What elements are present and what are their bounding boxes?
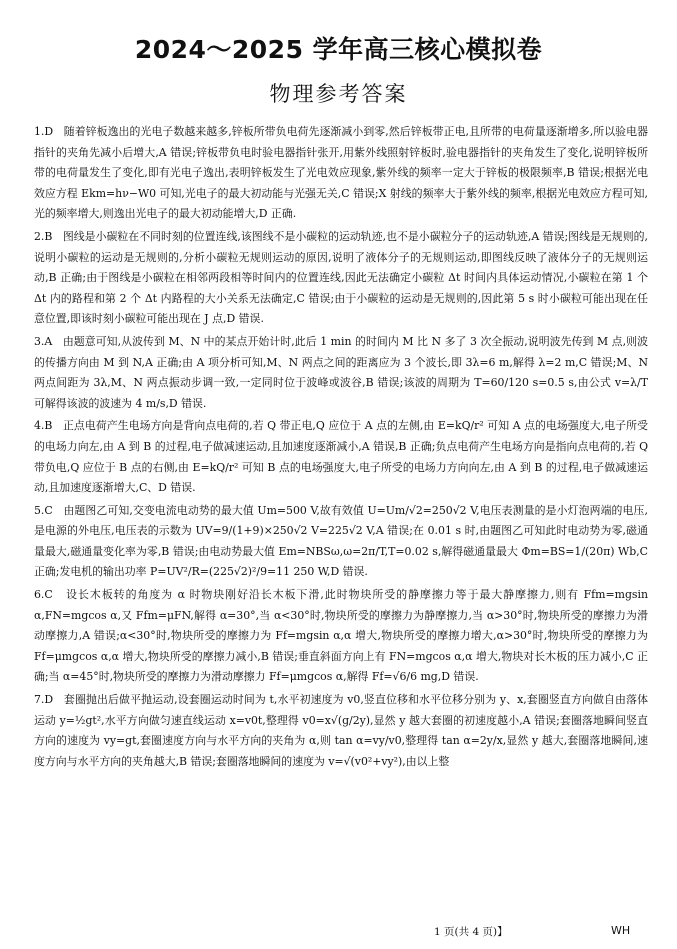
answer-item bbox=[34, 690, 648, 772]
answer-explanation: 随着锌板逸出的光电子数越来越多,锌板所带负电荷先逐渐减小到零,然后锌板带正电,且所带的电荷量逐渐增多,所以验电器指针的夹角先减小后增大,A 错误;锌板带负电时验电器指针张开,用紫外线照射锌板时,验电器指针的夹角发生了变化,说明锌板所带的电荷量发生了变化,即有光电子逸出,表明锌板发生了光电效应现象,紫外线的频率一定大于锌板的极限频率,B 错误;根据光电效应方程 Ekm=hν−W0 可知,光电子的最大初动能与光强无关,C 错误;X 射线的频率大于紫外线的频率,根据光电效应方程可知,光的频率增大,则逸出光电子的最大初动能增大,D 正确. bbox=[34, 125, 648, 221]
document-code: WH bbox=[611, 924, 631, 937]
answer-number: 2.B bbox=[34, 229, 53, 243]
answer-number: 1.D bbox=[34, 125, 54, 138]
answer-explanation: 由题图乙可知,交变电流电动势的最大值 Um=500 V,故有效值 U=Um/√2=250√2 V,电压表测量的是小灯泡两端的电压,是电源的外电压,电压表的示数为 UV=9/(1+9)×250√2 V=225√2 V,A 错误;在 0.01 s 时,由题图乙可知此时电动势为零,磁通量最大,磁通量变化率为零,B 错误;由电动势最大值 Em=NBSω,ω=2π/T,T=0.02 s,解得磁通量最大 Φm=BS=1/(20π) Wb,C 正确;发电机的输出功率 P=UV²/R=(225√2)²/9=11 250 W,D 错误. bbox=[34, 503, 648, 579]
answer-item bbox=[34, 332, 648, 414]
answer-explanation: 图线是小碳粒在不同时刻的位置连线,该图线不是小碳粒的运动轨迹,也不是小碳粒分子的运动轨迹,A 错误;图线是无规则的,说明小碳粒的运动是无规则的,分析小碳粒无规则运动的原因,说明了液体分子的无规则运动,即图线反映了液体分子的无规则运动,B 正确;由于图线是小碳粒在相邻两段相等时间内的位置连线,因此无法确定小碳粒 Δt 时间内具体运动情况,小碳粒在第 1 个 Δt 内的路程和第 2 个 Δt 内路程的大小关系无法确定,C 错误;由于小碳粒的运动是无规则的,因此第 5 s 时小碳粒可能出现在任意位置,即该时刻小碳粒可能出现在 J 点,D 错误. bbox=[34, 229, 648, 326]
answer-explanation: 由题意可知,从波传到 M、N 中的某点开始计时,此后 1 min 的时间内 M 比 N 多了 3 次全振动,说明波先传到 M 点,则波的传播方向由 M 到 N,A 正确;由 A 项分析可知,M、N 两点之间的距离应为 3 个波长,即 3λ=6 m,解得 λ=2 m,C 错误;M、N 两点间距为 3λ,M、N 两点振动步调一致,一定同时位于波峰或波谷,B 错误;该波的周期为 T=60/120 s=0.5 s,由公式 v=λ/T 可解得该波的波速为 4 m/s,D 错误. bbox=[34, 334, 648, 410]
answer-number: 7.D bbox=[34, 693, 54, 707]
document-subtitle: 物理参考答案 bbox=[269, 82, 408, 106]
page-indicator: 1 页(共 4 页)】 bbox=[434, 926, 508, 938]
answer-item bbox=[34, 122, 648, 225]
answer-item bbox=[34, 416, 648, 498]
answer-number: 5.C bbox=[34, 503, 53, 517]
answer-number: 4.B bbox=[34, 419, 53, 433]
answer-explanation: 设长木板转的角度为 α 时物块刚好沿长木板下滑,此时物块所受的静摩擦力等于最大静摩擦力,则有 Ffm=mgsin α,FN=mgcos α,又 Ffm=μFN,解得 α=30°,当 α<30°时,物块所受的摩擦力为静摩擦力,当 α>30°时,物块所受的摩擦力为滑动摩擦力,A 错误;α<30°时,物块所受的摩擦力为 Ff=mgsin α,α 增大,物块所受的摩擦力增大,α>30°时,物块所受的摩擦力为 Ff=μmgcos α,α 增大,物块所受的摩擦力减小,B 错误;垂直斜面方向上有 FN=mgcos α,α 增大,物块对长木板的压力减小,C 正确;当 α=45°时,物块所受的摩擦力为滑动摩擦力 Ff=μmgcos α,解得 Ff=√6/6 mg,D 错误. bbox=[34, 588, 648, 684]
answer-item bbox=[34, 501, 648, 583]
answer-list bbox=[34, 122, 648, 774]
answer-number: 3.A bbox=[34, 334, 53, 348]
answer-item bbox=[34, 227, 648, 330]
document-title: 2024～2025 学年高三核心模拟卷 bbox=[134, 35, 543, 64]
answer-item bbox=[34, 585, 648, 688]
answer-explanation: 套圈抛出后做平抛运动,设套圈运动时间为 t,水平初速度为 v0,竖直位移和水平位移分别为 y、x,套圈竖直方向做自由落体运动 y=½gt²,水平方向做匀速直线运动 x=v0t,整理得 v0=x√(g/2y),显然 y 越大套圈的初速度越小,A 错误;套圈落地瞬间竖直方向的速度为 vy=gt,套圈速度方向与水平方向的夹角为 α,则 tan α=vy/v0,整理得 tan α=2y/x,显然 y 越大,套圈落地瞬间,速度方向与水平方向的夹角越大,B 错误;套圈落地瞬间的速度为 v=√(v0²+vy²),由以上整 bbox=[34, 693, 648, 768]
answer-explanation: 正点电荷产生电场方向是背向点电荷的,若 Q 带正电,Q 应位于 A 点的左侧,由 E=kQ/r² 可知 A 点的电场强度大,电子所受的电场力向左,由 A 到 B 的过程,电子做减速运动,且加速度逐渐减小,A 错误,B 正确;负点电荷产生电场方向是指向点电荷的,若 Q 带负电,Q 应位于 B 点的右侧,由 E=kQ/r² 可知 B 点的电场强度大,电子所受的电场力方向向左,由 A 到 B 的过程,电子做减速运动,且加速度逐渐增大,C、D 错误. bbox=[34, 419, 648, 495]
answer-number: 6.C bbox=[34, 588, 53, 602]
